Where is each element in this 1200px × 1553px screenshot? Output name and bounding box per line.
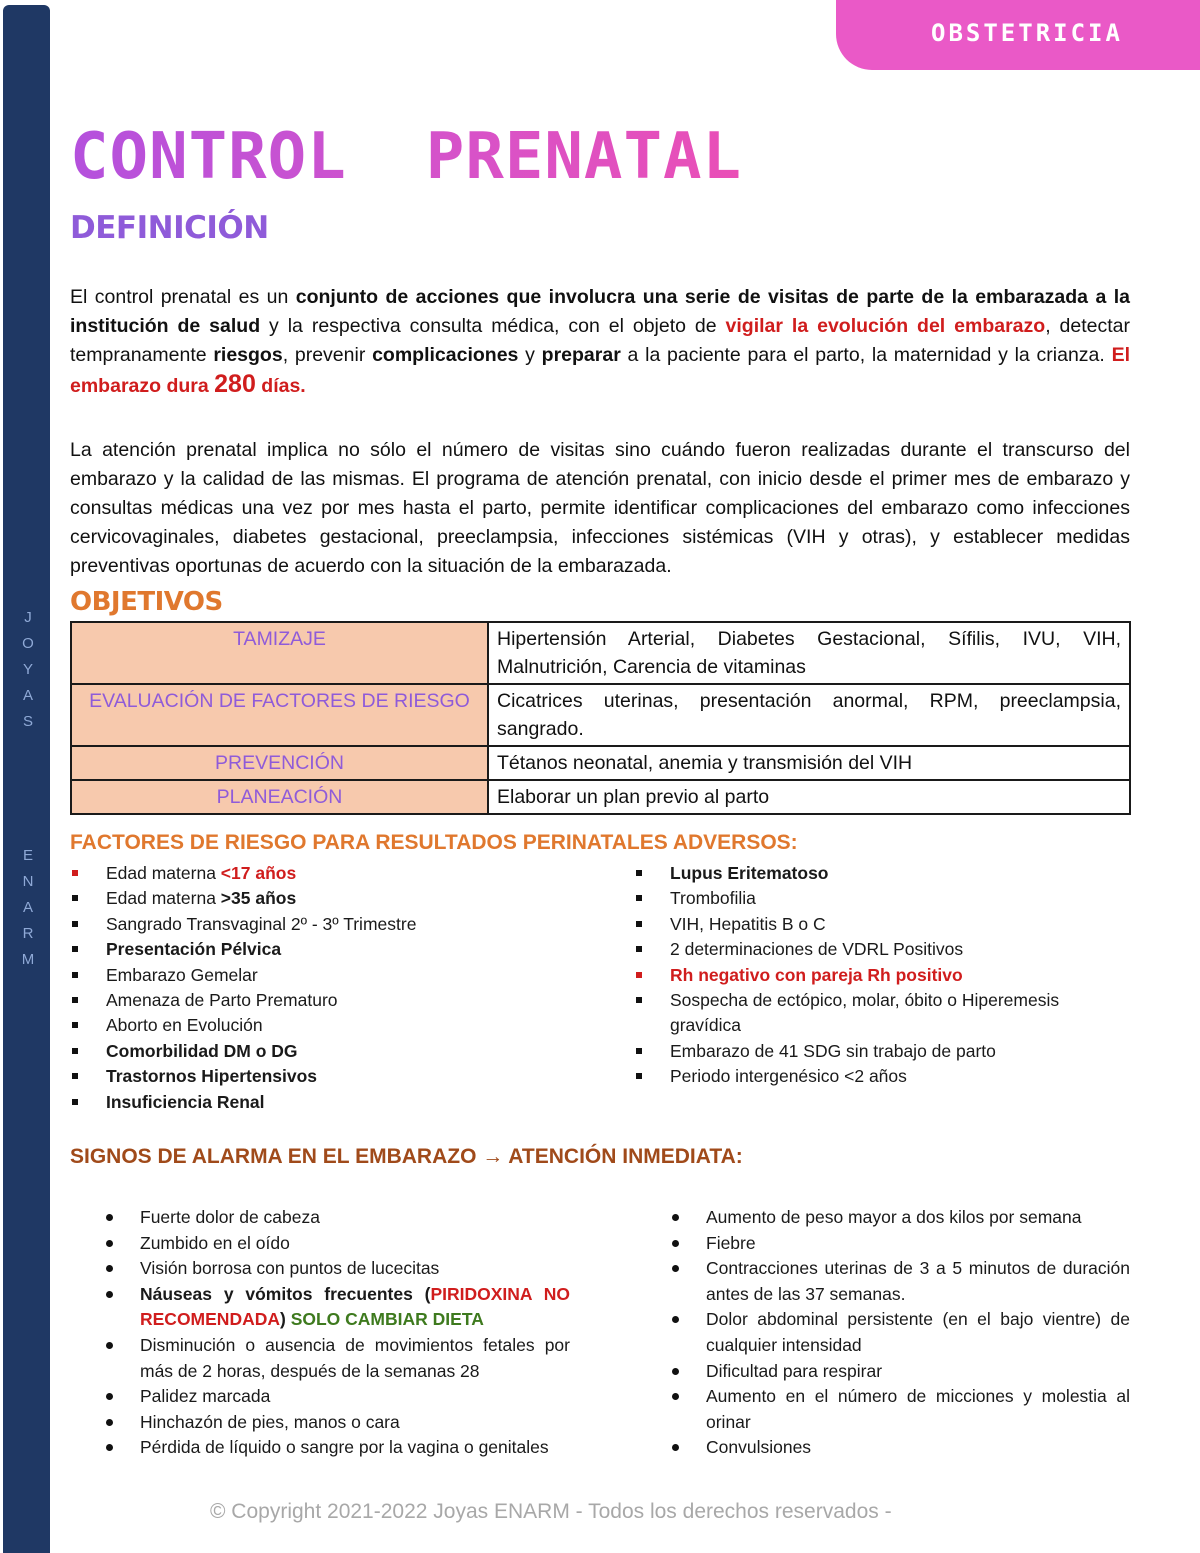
risk-factor-item: Embarazo Gemelar [70, 963, 570, 988]
alarm-sign-item: Convulsiones [670, 1435, 1130, 1461]
side-letter: M [21, 951, 35, 968]
alarm-sign-item: Náuseas y vómitos frecuentes (PIRIDOXINA NO RECOMENDADA) SOLO CAMBIAR DIETA [104, 1282, 570, 1333]
definition-paragraph-1: El control prenatal es un conjunto de acciones que involucra una serie de visitas de parte de la embarazada a la institución de salud y la respectiva consulta médica, con el objeto de vigilar la evolución del embarazo, detectar tempranamente riesgos, prevenir complicaciones y preparar a la paciente para el parto, la maternidad y la crianza. El embarazo dura 280 días. [70, 286, 1130, 398]
objectives-row [71, 684, 1130, 746]
risk-factor-item: Presentación Pélvica [70, 937, 570, 962]
risk-factor-item: Aborto en Evolución [70, 1013, 570, 1038]
objectives-row [71, 746, 1130, 780]
alarm-signs-heading: SIGNOS DE ALARMA EN EL EMBARAZO → ATENCIÓN INMEDIATA: [70, 1145, 743, 1168]
risk-factor-item: Sangrado Transvaginal 2º - 3º Trimestre [70, 912, 570, 937]
risk-factors-list-left [70, 861, 570, 1115]
objective-key: PLANEACIÓN [71, 780, 488, 814]
objective-value: Elaborar un plan previo al parto [488, 780, 1130, 814]
copyright-footer: © Copyright 2021-2022 Joyas ENARM - Todos los derechos reservados - [210, 1500, 892, 1523]
objective-value: Cicatrices uterinas, presentación anormal, RPM, preeclampsia, sangrado. [488, 684, 1130, 746]
side-label-joyas [3, 605, 53, 735]
side-letter: R [22, 925, 34, 942]
risk-factor-item: Trombofilia [634, 886, 1130, 911]
risk-factor-item: Lupus Eritematoso [634, 861, 1130, 886]
objective-key: EVALUACIÓN DE FACTORES DE RIESGO [71, 684, 488, 746]
risk-factors-list-right [634, 861, 1130, 1090]
risk-factor-item: Sospecha de ectópico, molar, óbito o Hiperemesis gravídica [634, 988, 1130, 1039]
objective-value: Tétanos neonatal, anemia y transmisión del VIH [488, 746, 1130, 780]
objectives-heading: OBJETIVOS [70, 587, 223, 617]
side-letter: A [22, 687, 33, 704]
risk-factor-item: Rh negativo con pareja Rh positivo [634, 963, 1130, 988]
objectives-table [70, 621, 1131, 815]
definition-paragraph-2: La atención prenatal implica no sólo el número de visitas sino cuándo fueron realizadas durante el transcurso del embarazo y la calidad de las mismas. El programa de atención prenatal, con inicio desde el primer mes de embarazo y consultas médicas una vez por mes hasta el parto, permite identificar complicaciones del embarazo como infecciones cervicovaginales, diabetes gestacional, preeclampsia, infecciones sistémicas (VIH y otras), y establecer medidas preventivas oportunas de acuerdo con la situación de la embarazada. [70, 439, 1130, 577]
alarm-sign-item: Zumbido en el oído [104, 1231, 570, 1257]
alarm-sign-item: Fiebre [670, 1231, 1130, 1257]
alarm-sign-item: Palidez marcada [104, 1384, 570, 1410]
alarm-sign-item: Disminución o ausencia de movimientos fetales por más de 2 horas, después de la semanas 28 [104, 1333, 570, 1384]
section-tab [836, 0, 1200, 70]
risk-factor-item: Embarazo de 41 SDG sin trabajo de parto [634, 1039, 1130, 1064]
side-letter: Y [22, 661, 33, 678]
alarm-sign-item: Dolor abdominal persistente (en el bajo vientre) de cualquier intensidad [670, 1307, 1130, 1358]
alarm-sign-item: Aumento de peso mayor a dos kilos por semana [670, 1205, 1130, 1231]
objective-key: PREVENCIÓN [71, 746, 488, 780]
objectives-row [71, 622, 1130, 684]
side-letter: J [24, 609, 32, 626]
alarm-sign-item: Dificultad para respirar [670, 1359, 1130, 1385]
objective-key: TAMIZAJE [71, 622, 488, 684]
side-bar [3, 5, 50, 1553]
side-letter: E [22, 847, 33, 864]
risk-factor-item: Periodo intergenésico <2 años [634, 1064, 1130, 1089]
alarm-sign-item: Fuerte dolor de cabeza [104, 1205, 570, 1231]
side-letter: O [22, 635, 34, 652]
alarm-sign-item: Visión borrosa con puntos de lucecitas [104, 1256, 570, 1282]
side-letter: A [22, 899, 33, 916]
side-letter: S [22, 713, 33, 730]
side-letter: N [22, 873, 34, 890]
risk-factor-item: Insuficiencia Renal [70, 1090, 570, 1115]
alarm-sign-item: Aumento en el número de micciones y molestia al orinar [670, 1384, 1130, 1435]
objective-value: Hipertensión Arterial, Diabetes Gestacional, Sífilis, IVU, VIH, Malnutrición, Carencia de vitaminas [488, 622, 1130, 684]
page-title: CONTROL PRENATAL [70, 120, 743, 194]
definition-heading: DEFINICIÓN [70, 210, 269, 246]
side-label-enarm [3, 843, 53, 973]
alarm-sign-item: Pérdida de líquido o sangre por la vagina o genitales [104, 1435, 570, 1461]
risk-factor-item: Edad materna >35 años [70, 886, 570, 911]
alarm-sign-item: Hinchazón de pies, manos o cara [104, 1410, 570, 1436]
section-tab-label: OBSTETRICIA [931, 19, 1123, 47]
alarm-sign-item: Contracciones uterinas de 3 a 5 minutos de duración antes de las 37 semanas. [670, 1256, 1130, 1307]
risk-factor-item: Amenaza de Parto Prematuro [70, 988, 570, 1013]
alarm-signs-list-left [104, 1205, 570, 1461]
risk-factor-item: VIH, Hepatitis B o C [634, 912, 1130, 937]
risk-factor-item: 2 determinaciones de VDRL Positivos [634, 937, 1130, 962]
risk-factor-item: Comorbilidad DM o DG [70, 1039, 570, 1064]
risk-factors-heading: FACTORES DE RIESGO PARA RESULTADOS PERINATALES ADVERSOS: [70, 831, 798, 854]
risk-factor-item: Edad materna <17 años [70, 861, 570, 886]
alarm-signs-list-right [670, 1205, 1130, 1461]
risk-factor-item: Trastornos Hipertensivos [70, 1064, 570, 1089]
objectives-row [71, 780, 1130, 814]
